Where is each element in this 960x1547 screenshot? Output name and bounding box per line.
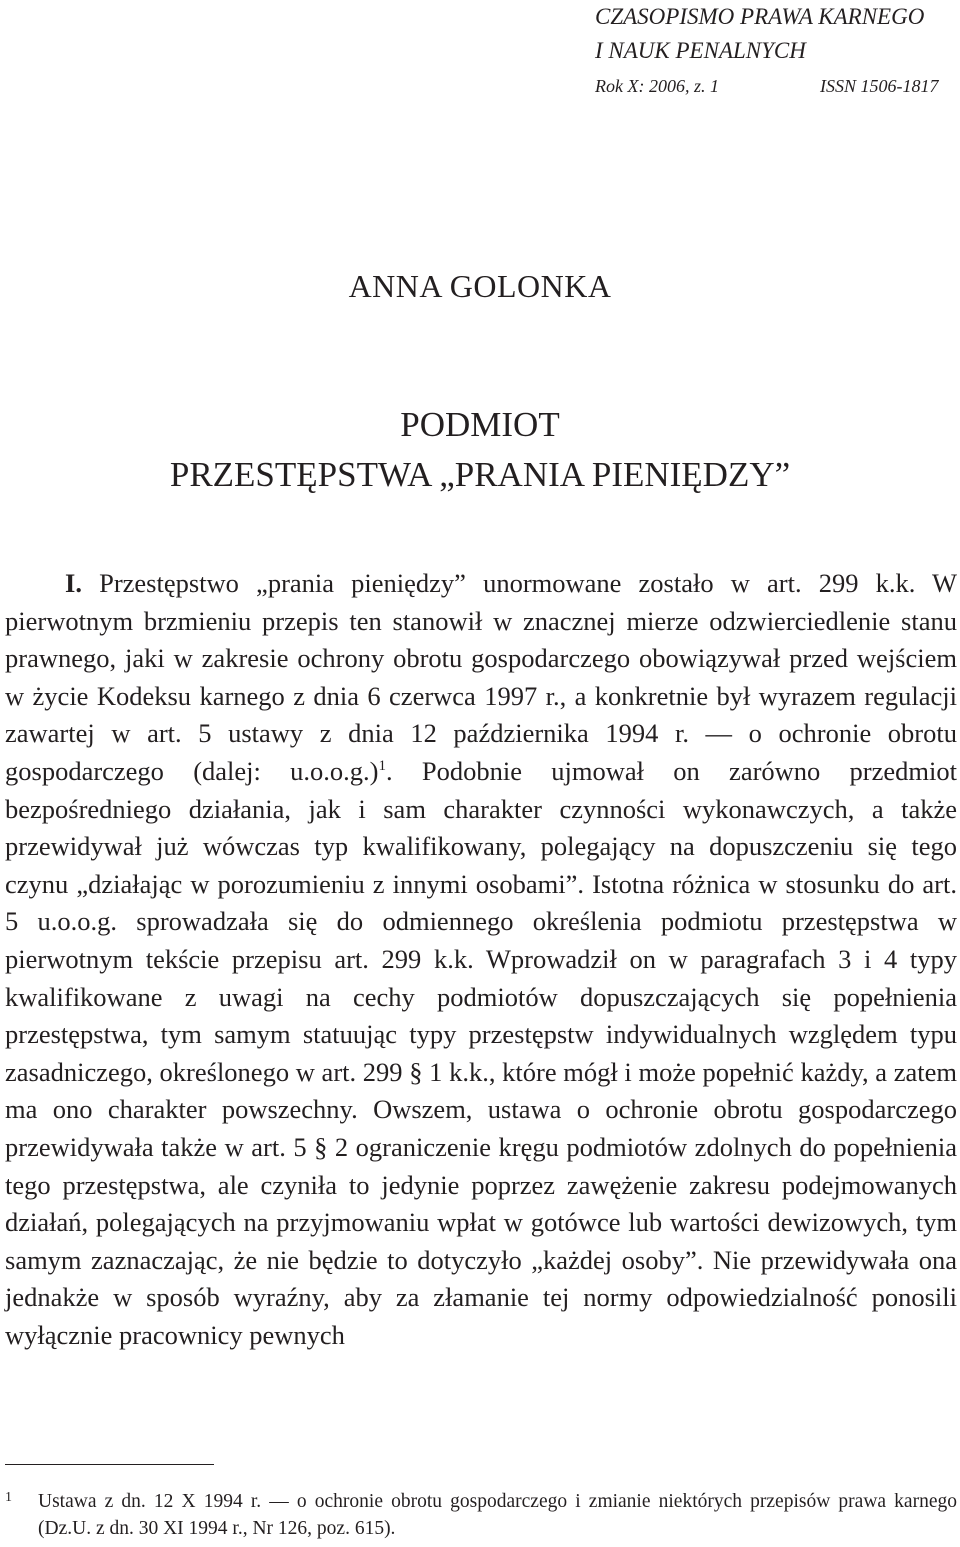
footnote-reference[interactable]: 1 [378, 758, 386, 775]
journal-issue-info [595, 74, 960, 98]
article-title-line2: PRZESTĘPSTWA „PRANIA PIENIĘDZY” [169, 455, 791, 494]
footnote-separator [5, 1464, 214, 1465]
footnote-number: 1 [5, 1490, 12, 1505]
journal-header [595, 0, 960, 98]
journal-name-line1: CZASOPISMO PRAWA KARNEGO [595, 4, 925, 29]
footnote-text: Ustawa z dn. 12 X 1994 r. — o ochronie obrotu gospodarczego i zmianie niektórych przepisów prawa karnego (Dz.U. z dn. 30 XI 1994 r., Nr 126, poz. 615). [38, 1491, 957, 1539]
body-paragraph [5, 565, 957, 1354]
section-number: I. [65, 568, 82, 598]
article-body [5, 565, 957, 1354]
body-text-part2: . Podobnie ujmował on zarówno przedmiot bezpośredniego działania, jak i sam charakter czynności wykonawczych, a także przewidywał już wówczas typ kwalifikowany, polegający na dopuszczeniu się tego czynu „działając w porozumieniu z innymi osobami”. Istotna różnica w stosunku do art. 5 u.o.o.g. sprowadzała się do odmiennego określenia podmiotu przestępstwa w pierwotnym tekście przepisu art. 299 k.k. Wprowadził on w paragrafach 3 i 4 typy kwalifikowane z uwagi na cechy podmiotów dopuszczających się popełnienia przestępstwa, tym samym statuując typy przestępstw indywidualnych względem typu zasadniczego, określonego w art. 299 § 1 k.k., które mógł i może popełnić każdy, a zatem ma ono charakter powszechny. Owszem, ustawa o ochronie obrotu gospodarczego przewidywała także w art. 5 § 2 ograniczenie kręgu podmiotów zdolnych do popełnienia tego przestępstwa, ale czyniła to jedynie poprzez zawężenie zakresu podejmowanych działań, polegających na przyjmowaniu wpłat w gotówce lub wartości dewizowych, tym samym zaznaczając, że nie będzie to dotyczyło „każdej osoby”. Nie przewidywała ona jednakże w sposób wyraźny, aby za złamanie tej normy odpowiedzialność ponosili wyłącznie pracownicy pewnych [5, 755, 957, 1350]
journal-issn: ISSN 1506-1817 [820, 76, 939, 96]
body-text-part1: Przestępstwo „prania pieniędzy” unormowane zostało w art. 299 k.k. W pierwotnym brzmieniu przepis ten stanowił w znacznej mierze odzwierciedlenie stanu prawnego, jaki w zakresie ochrony obrotu gospodarczego obowiązywał przed wejściem w życie Kodeksu karnego z dnia 6 czerwca 1997 r., a konkretnie był wyrazem regulacji zawartej w art. 5 ustawy z dnia 12 października 1994 r. — o ochronie obrotu gospodarczego (dalej: u.o.o.g.) [5, 568, 957, 786]
article-title [0, 400, 960, 500]
journal-issue: Rok X: 2006, z. 1 [595, 76, 719, 96]
footnote [5, 1488, 957, 1542]
author-name: ANNA GOLONKA [348, 268, 612, 304]
journal-name-line2: I NAUK PENALNYCH [595, 38, 806, 63]
article-title-line1: PODMIOT [400, 405, 560, 444]
